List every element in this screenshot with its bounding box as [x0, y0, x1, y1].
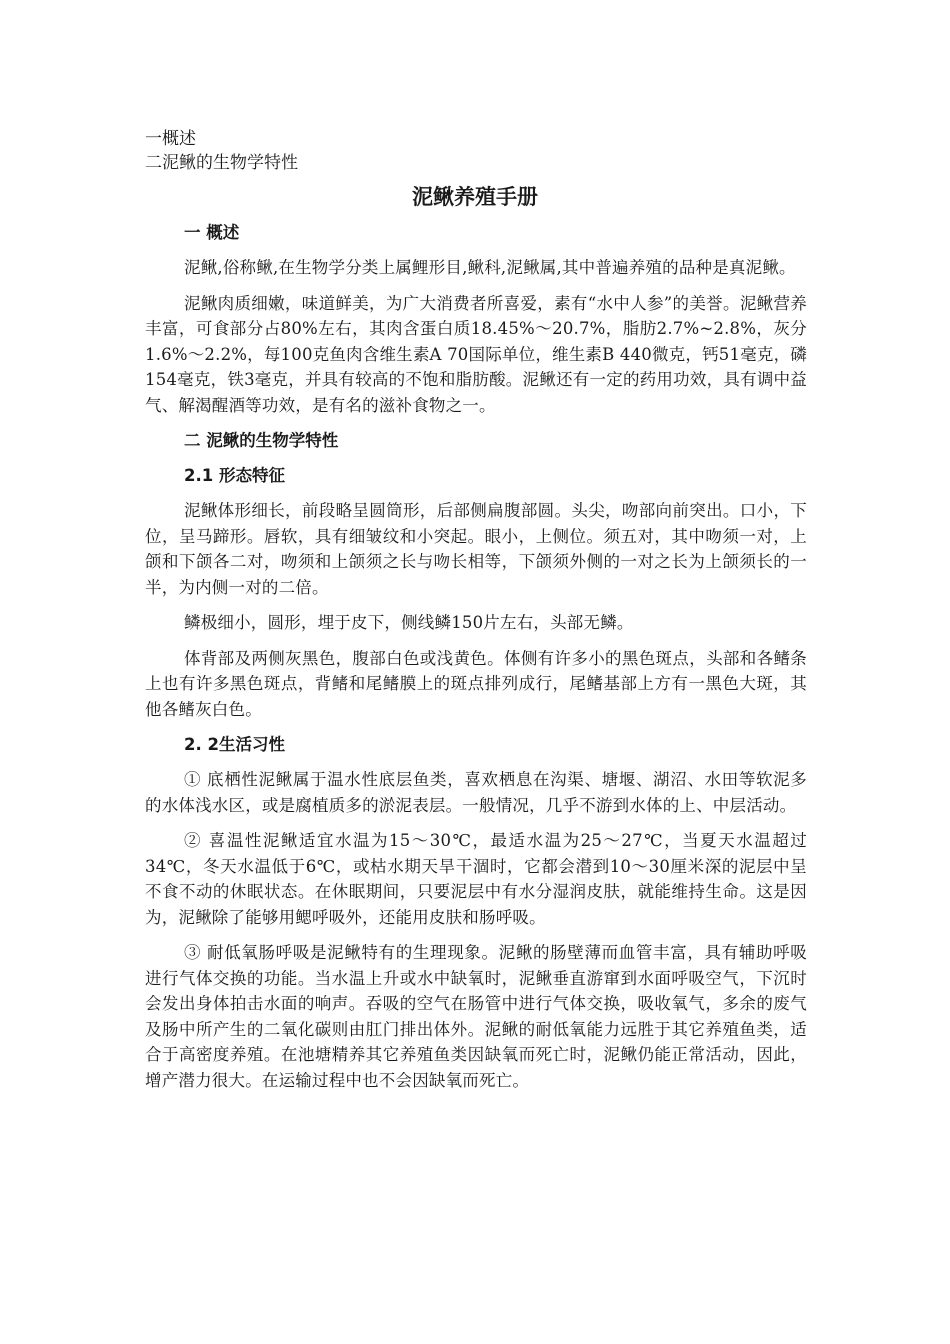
toc-entry-biology[interactable]: 二泥鳅的生物学特性 — [145, 153, 298, 173]
subsection-heading-morphology: 2.1 形态特征 — [184, 466, 285, 485]
paragraph-scales: 鳞极细小，圆形，埋于皮下，侧线鳞150片左右，头部无鳞。 — [184, 613, 634, 632]
paragraph-temperature: ② 喜温性泥鳅适宜水温为15～30℃，最适水温为25～27℃，当夏天水温超过34℃，冬天水温低于6℃，或枯水期天旱干涸时，它都会潜到10～30厘米深的泥层中呈不食不动的休眠状态。在休眠期间，只要泥层中有水分湿润皮肤，就能维持生命。这是因为，泥鳅除了能够用鳃呼吸外，还能用皮肤和肠呼吸。 — [145, 831, 807, 927]
paragraph-low-oxygen: ③ 耐低氧肠呼吸是泥鳅特有的生理现象。泥鳅的肠壁薄而血管丰富，具有辅助呼吸进行气体交换的功能。当水温上升或水中缺氧时，泥鳅垂直游窜到水面呼吸空气，下沉时会发出身体拍击水面的响声。吞吸的空气在肠管中进行气体交换，吸收氧气，多余的废气及肠中所产生的二氧化碳则由肛门排出体外。泥鳅的耐低氧能力远胜于其它养殖鱼类，适合于高密度养殖。在池塘精养其它养殖鱼类因缺氧而死亡时，泥鳅仍能正常活动，因此，增产潜力很大。在运输过程中也不会因缺氧而死亡。 — [145, 943, 807, 1090]
subsection-heading-habits: 2. 2生活习性 — [184, 735, 285, 754]
paragraph-nutrition: 泥鳅肉质细嫩，味道鲜美，为广大消费者所喜爱，素有“水中人参”的美誉。泥鳅营养丰富，可食部分占80%左右，其肉含蛋白质18.45%～20.7%，脂肪2.7%~2.8%，灰分1.6%～2.2%，每100克鱼肉含维生素A 70国际单位，维生素B 440微克，钙51毫克，磷154毫克，铁3毫克，并具有较高的不饱和脂肪酸。泥鳅还有一定的药用功效，具有调中益气、解渴醒酒等功效，是有名的滋补食物之一。 — [145, 293, 807, 415]
table-of-contents — [145, 127, 298, 175]
paragraph-body-shape: 泥鳅体形细长，前段略呈圆筒形，后部侧扁腹部圆。头尖，吻部向前突出。口小，下位，呈马蹄形。唇软，具有细皱纹和小突起。眼小，上侧位。须五对，其中吻须一对，上颌和下颌各二对，吻须和上颌须之长与吻长相等，下颌须外侧的一对之长为上颌须长的一半，为内侧一对的二倍。 — [145, 501, 807, 597]
paragraph-classification: 泥鳅,俗称鳅,在生物学分类上属鲤形目,鳅科,泥鳅属,其中普遍养殖的品种是真泥鳅。 — [184, 258, 796, 277]
toc-entry-overview[interactable]: 一概述 — [145, 129, 196, 149]
section-heading-overview: 一 概述 — [184, 223, 240, 242]
paragraph-coloration: 体背部及两侧灰黑色，腹部白色或浅黄色。体侧有许多小的黑色斑点，头部和各鳍条上也有许多黑色斑点，背鳍和尾鳍膜上的斑点排列成行，尾鳍基部上方有一黑色大斑，其他各鳍灰白色。 — [145, 648, 807, 719]
section-heading-biology: 二 泥鳅的生物学特性 — [184, 431, 339, 450]
document-body — [145, 220, 807, 1103]
document-title: 泥鳅养殖手册 — [412, 185, 538, 209]
paragraph-benthic: ① 底栖性泥鳅属于温水性底层鱼类，喜欢栖息在沟渠、塘堰、湖沼、水田等软泥多的水体浅水区，或是腐植质多的淤泥表层。一般情况，几乎不游到水体的上、中层活动。 — [145, 770, 807, 815]
